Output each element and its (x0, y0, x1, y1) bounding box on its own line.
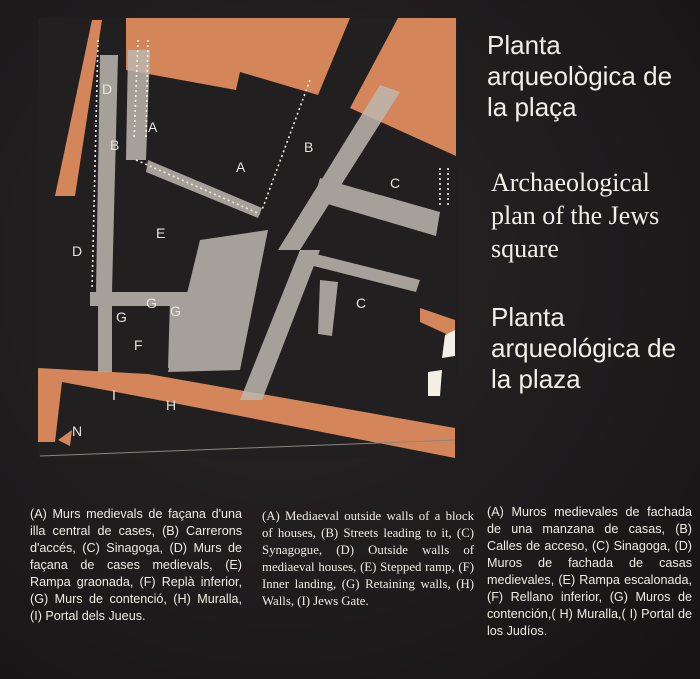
plan-label-g2: G (116, 309, 127, 325)
plan-label-c2: C (356, 295, 367, 311)
title-catalan: Planta arqueològica de la plaça (487, 30, 673, 122)
plan-label-d2: D (72, 243, 83, 259)
plan-label-g3: G (170, 303, 181, 319)
legend-english: (A) Mediaeval outside walls of a block of houses, (B) Streets leading to it, (C) Synagogue, (D) Outside walls of mediaeval houses, (E) Stepped ramp, (F) Inner landing, (G) Retaining walls, (H) Walls, (I) Jews Gate. (262, 509, 474, 608)
plan-label-d1: D (102, 81, 113, 97)
plan-label-f: F (134, 337, 143, 353)
plan-label-h: H (166, 397, 177, 413)
plan-label-c1: C (390, 175, 401, 191)
plan-label-a1: A (148, 119, 158, 135)
legend-spanish: (A) Muros medievales de fachada de una manzana de casas, (B) Calles de acceso, (C) Sinagoga, (D) Muros de fachada de casas medievales, (E) Rampa escalonada, (F) Rellano inferior, (G) Muros de contención,( H) Muralla,( I) Portal de los Judíos. (487, 505, 692, 638)
plan-label-b2: B (304, 139, 314, 155)
title-spanish: Planta arqueológica de la plaza (491, 302, 677, 394)
marker-right-2 (428, 370, 442, 396)
plan-label-a2: A (236, 159, 246, 175)
plan-label-i: I (112, 387, 116, 403)
plan-label-g1: G (146, 295, 157, 311)
archaeological-plan (0, 0, 470, 470)
plan-label-b1: B (110, 137, 120, 153)
legend-catalan: (A) Murs medievals de façana d'una illa central de cases, (B) Carrerons d'accés, (C) Sinagoga, (D) Murs de façana de cases medievals, (E) Rampa graonada, (F) Replà inferior, (G) Murs de contenció, (H) Muralla, (I) Portal dels Jueus. (30, 507, 242, 623)
title-english: Archaeological plan of the Jews square (491, 168, 660, 263)
plan-label-north: N (72, 423, 83, 439)
plan-label-e: E (156, 225, 166, 241)
wall-g-left (98, 300, 112, 372)
